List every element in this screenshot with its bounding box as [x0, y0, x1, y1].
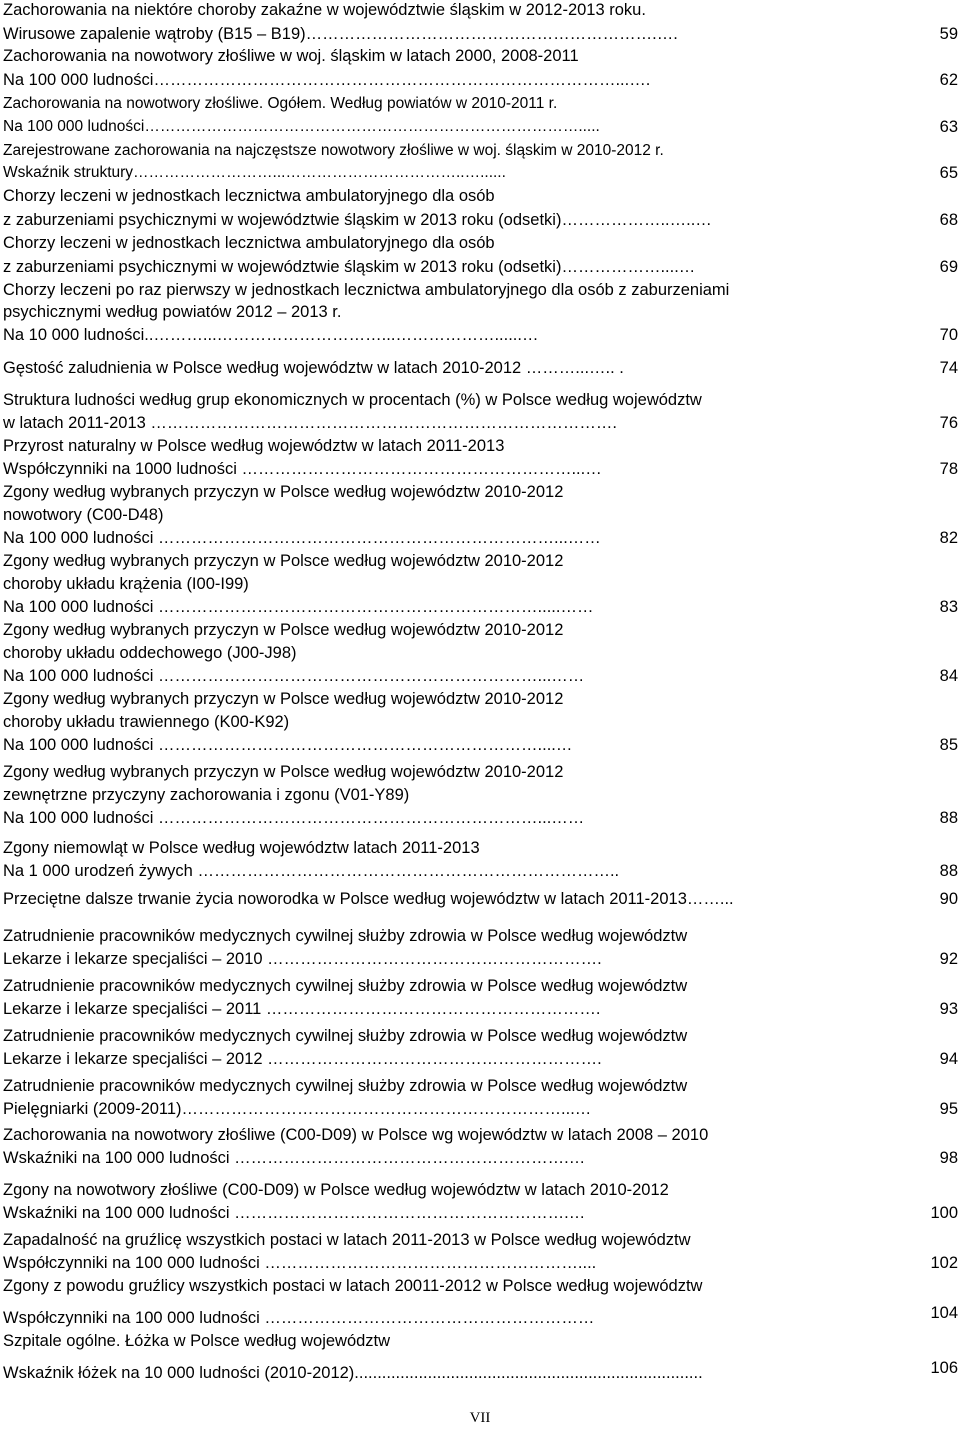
toc-line: Na 100 000 ludności ……………………………………………………………....… [3, 736, 573, 754]
toc-line: z zaburzeniami psychicznymi w województwie śląskim w 2013 roku (odsetki)………………..…..… [3, 211, 712, 229]
page-number: 92 [939, 950, 958, 968]
toc-line: Lekarze i lekarze specjaliści – 2010 ……………………………………………………. [3, 950, 602, 968]
toc-line: Wirusowe zapalenie wątroby (B15 – B19)……………………………………………………….…. [3, 25, 678, 43]
toc-line: zewnętrzne przyczyny zachorowania i zgonu (V01-Y89) [3, 786, 410, 804]
page-number: 63 [939, 118, 958, 136]
toc-line: Zachorowania na nowotwory złośliwe w woj. śląskim w latach 2000, 2008-2011 [3, 47, 579, 65]
toc-line: Zgony według wybranych przyczyn w Polsce według województw 2010-2012 [3, 621, 564, 639]
toc-line: Zatrudnienie pracowników medycznych cywilnej służby zdrowia w Polsce według województw [3, 1027, 688, 1045]
page-number: 102 [930, 1254, 958, 1272]
page-number: 95 [939, 1100, 958, 1118]
toc-line: Wskaźniki na 100 000 ludności …………………………………………………….… [3, 1204, 586, 1222]
toc-line: nowotwory (C00-D48) [3, 506, 164, 524]
toc-line: Wskaźnik struktury………………………...……………………………..…...... [3, 164, 506, 181]
toc-line: Zgony z powodu gruźlicy wszystkich postaci w latach 20011-2012 w Polsce według województw [3, 1277, 703, 1295]
toc-line: Zatrudnienie pracowników medycznych cywilnej służby zdrowia w Polsce według województw [3, 977, 688, 995]
toc-line: Zatrudnienie pracowników medycznych cywilnej służby zdrowia w Polsce według województw [3, 1077, 688, 1095]
page-number: 90 [939, 890, 958, 908]
toc-line: Na 100 000 ludności…………………………………………………………………………...…. [3, 71, 651, 89]
toc-line: Zgony według wybranych przyczyn w Polsce według województw 2010-2012 [3, 483, 564, 501]
toc-line: Przyrost naturalny w Polsce według województw w latach 2011-2013 [3, 437, 505, 455]
toc-line: Zapadalność na gruźlicę wszystkich postaci w latach 2011-2013 w Polsce według województw [3, 1231, 691, 1249]
toc-line: z zaburzeniami psychicznymi w województwie śląskim w 2013 roku (odsetki)………………....… [3, 258, 696, 276]
toc-line: Lekarze i lekarze specjaliści – 2012 ……………………………………………………. [3, 1050, 602, 1068]
toc-line: Zachorowania na nowotwory złośliwe (C00-D09) w Polsce wg województw w latach 2008 – 2010 [3, 1126, 709, 1144]
toc-line: Zachorowania na niektóre choroby zakaźne w województwie śląskim w 2012-2013 roku. [3, 1, 646, 19]
toc-line: Wskaźnik łóżek na 10 000 ludności (2010-2012)............................................................................ [3, 1364, 703, 1382]
toc-line: Współczynniki na 100 000 ludności ………………………………………………….... [3, 1254, 597, 1272]
toc-line: Chorzy leczeni po raz pierwszy w jednostkach lecznictwa ambulatoryjnego dla osób z zaburzeniami [3, 281, 730, 299]
toc-line: Przeciętne dalsze trwanie życia noworodka w Polsce według województw w latach 2011-2013……... [3, 890, 734, 908]
page-number: 93 [939, 1000, 958, 1018]
toc-line: Zgony według wybranych przyczyn w Polsce według województw 2010-2012 [3, 763, 564, 781]
toc-line: Na 100 000 ludności ………………………………………………………………...…… [3, 529, 601, 547]
page-number: 69 [939, 258, 958, 276]
toc-line: Zatrudnienie pracowników medycznych cywilnej służby zdrowia w Polsce według województw [3, 927, 688, 945]
toc-line: Na 100 000 ludności ……………………………………………………………...…… [3, 667, 585, 685]
toc-line: Na 100 000 ludności ……………………………………………………………...…… [3, 809, 585, 827]
toc-line: Na 100 000 ludności…………………………………………………………………………..... [3, 118, 600, 135]
page-number: 74 [939, 359, 958, 377]
toc-line: Zgony niemowląt w Polsce według województw latach 2011-2013 [3, 839, 480, 857]
toc-line: Zachorowania na nowotwory złośliwe. Ogółem. Według powiatów w 2010-2011 r. [3, 95, 558, 112]
toc-line: Zgony według wybranych przyczyn w Polsce według województw 2010-2012 [3, 552, 564, 570]
toc-line: Chorzy leczeni w jednostkach lecznictwa ambulatoryjnego dla osób [3, 234, 495, 252]
page-number: 82 [939, 529, 958, 547]
toc-line: Szpitale ogólne. Łóżka w Polsce według województw [3, 1332, 391, 1350]
toc-line: Zarejestrowane zachorowania na najczęstsze nowotwory złośliwe w woj. śląskim w 2010-2012 r. [3, 142, 664, 159]
toc-line: Pielęgniarki (2009-2011)……………………………………………………………...… [3, 1100, 592, 1118]
toc-line: Zgony na nowotwory złośliwe (C00-D09) w Polsce według województw w latach 2010-2012 [3, 1181, 669, 1199]
toc-line: psychicznymi według powiatów 2012 – 2013 r. [3, 303, 342, 321]
toc-line: Współczynniki na 1000 ludności ……………………………………………………...… [3, 460, 602, 478]
toc-line: Wskaźniki na 100 000 ludności …………………………………………………….… [3, 1149, 586, 1167]
page-number: 65 [939, 164, 958, 182]
page-number: 94 [939, 1050, 958, 1068]
toc-line: Na 100 000 ludności …………………………………………………………….....…… [3, 598, 594, 616]
toc-line: Lekarze i lekarze specjaliści – 2011 ……………………………………………………. [3, 1000, 601, 1018]
page-number: 59 [939, 25, 958, 43]
toc-line: Na 1 000 urodzeń żywych ………………………………………………………………….. [3, 862, 620, 880]
page-number: 76 [939, 414, 958, 432]
page-number: 62 [939, 71, 958, 89]
toc-line: choroby układu oddechowego (J00-J98) [3, 644, 297, 662]
page-number: 83 [939, 598, 958, 616]
toc-line: Gęstość zaludnienia w Polsce według województw w latach 2010-2012 ………...….. . [3, 359, 624, 377]
toc-line: choroby układu trawiennego (K00-K92) [3, 713, 290, 731]
toc-line: Współczynniki na 100 000 ludności …………………………………………………… [3, 1309, 595, 1327]
page-number: 98 [939, 1149, 958, 1167]
page-number: 104 [930, 1304, 958, 1322]
page-number: 100 [930, 1204, 958, 1222]
page-number: 85 [939, 736, 958, 754]
toc-line: Struktura ludności według grup ekonomicznych w procentach (%) w Polsce według województw [3, 391, 702, 409]
page-number: 88 [939, 862, 958, 880]
toc-line: w latach 2011-2013 …………………………………………………………………………. [3, 414, 617, 432]
page-number: 106 [930, 1359, 958, 1377]
page-number: 88 [939, 809, 958, 827]
toc-line: Na 10 000 ludności..………...…………………………...………………......… [3, 326, 539, 344]
page-number: 84 [939, 667, 958, 685]
page-number: 78 [939, 460, 958, 478]
toc-line: Chorzy leczeni w jednostkach lecznictwa ambulatoryjnego dla osób [3, 187, 495, 205]
page-number: 70 [939, 326, 958, 344]
toc-line: choroby układu krążenia (I00-I99) [3, 575, 249, 593]
page-footer-number: VII [469, 1410, 491, 1426]
page-number: 68 [939, 211, 958, 229]
toc-line: Zgony według wybranych przyczyn w Polsce według województw 2010-2012 [3, 690, 564, 708]
